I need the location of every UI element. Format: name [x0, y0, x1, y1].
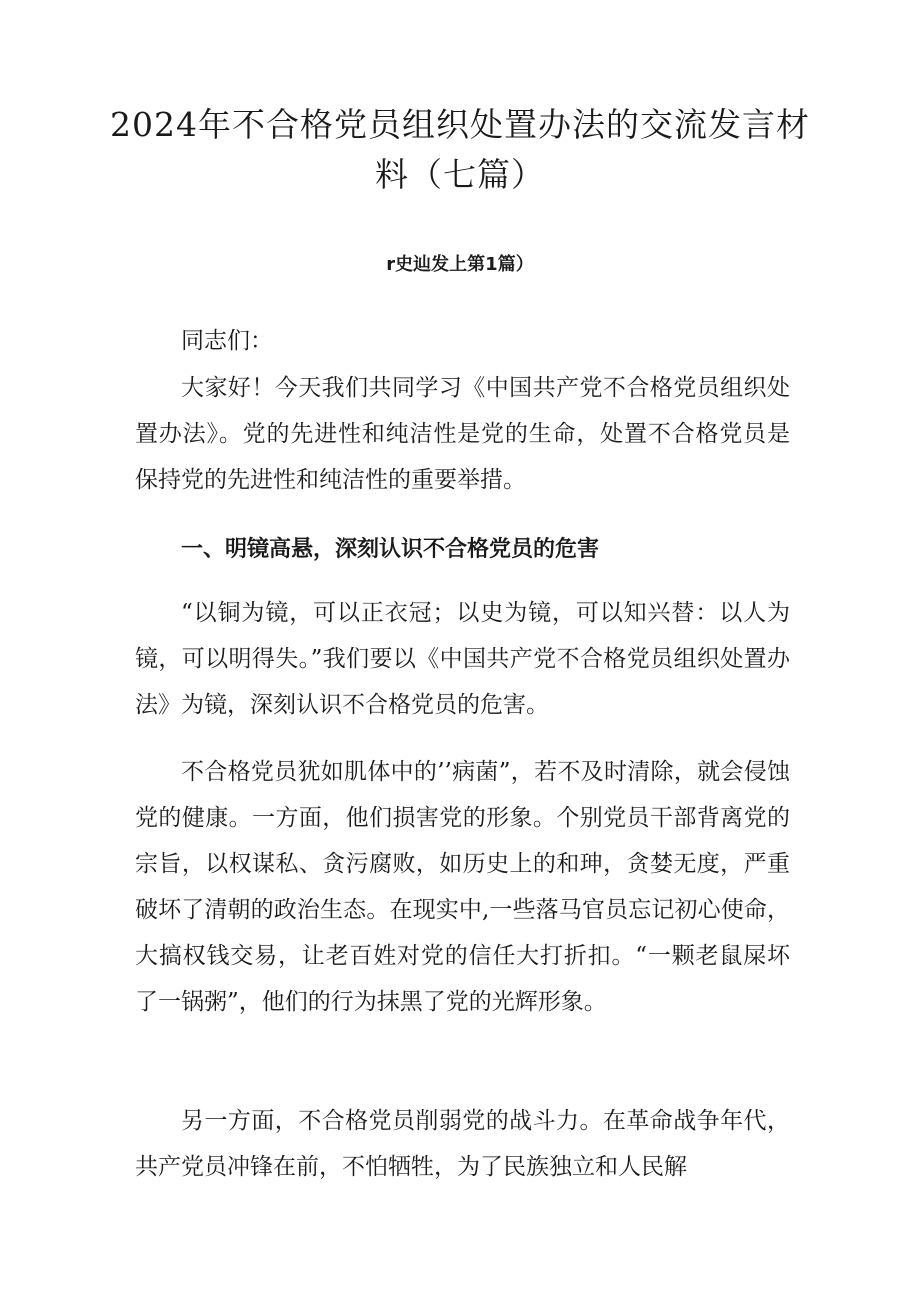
section-marker: r史辿发上第1篇）	[386, 254, 534, 275]
paragraph-block	[135, 590, 790, 728]
greeting-block	[135, 318, 790, 364]
paragraph: 另一方面，不合格党员削弱党的战斗力。在革命战争年代，共产党员冲锋在前，不怕牺牲，为了民族独立和人民解	[135, 1108, 790, 1180]
section-heading: 一、明镜高悬，深刻认识不合格党员的危害	[181, 537, 600, 562]
paragraph-block	[135, 749, 790, 1025]
paragraph: “以铜为镜，可以正衣冠；以史为镜，可以知兴替：以人为镜，可以明得失。”我们要以《中国共产党不合格党员组织处置办法》为镜，深刻认识不合格党员的危害。	[135, 600, 790, 718]
section-heading-block	[135, 527, 790, 573]
paragraph-block	[135, 1098, 790, 1190]
paragraph-block	[135, 365, 790, 503]
document-title: 2024年不合格党员组织处置办法的交流发言材料（七篇）	[110, 105, 810, 194]
paragraph: 大家好！今天我们共同学习《中国共产党不合格党员组织处置办法》。党的先进性和纯洁性是党的生命，处置不合格党员是保持党的先进性和纯洁性的重要举措。	[135, 375, 790, 493]
paragraph: 不合格党员犹如肌体中的’’病菌”，若不及时清除，就会侵蚀党的健康。一方面，他们损害党的形象。个别党员干部背离党的宗旨，以权谋私、贪污腐败，如历史上的和珅，贪婪无度，严重破坏了清朝的政治生态。在现实中,一些落马官员忘记初心使命，大搞权钱交易，让老百姓对党的信任大打折扣。“一颗老鼠屎坏了一锅粥”，他们的行为抹黑了党的光辉形象。	[135, 759, 790, 1015]
greeting: 同志们：	[181, 328, 273, 354]
